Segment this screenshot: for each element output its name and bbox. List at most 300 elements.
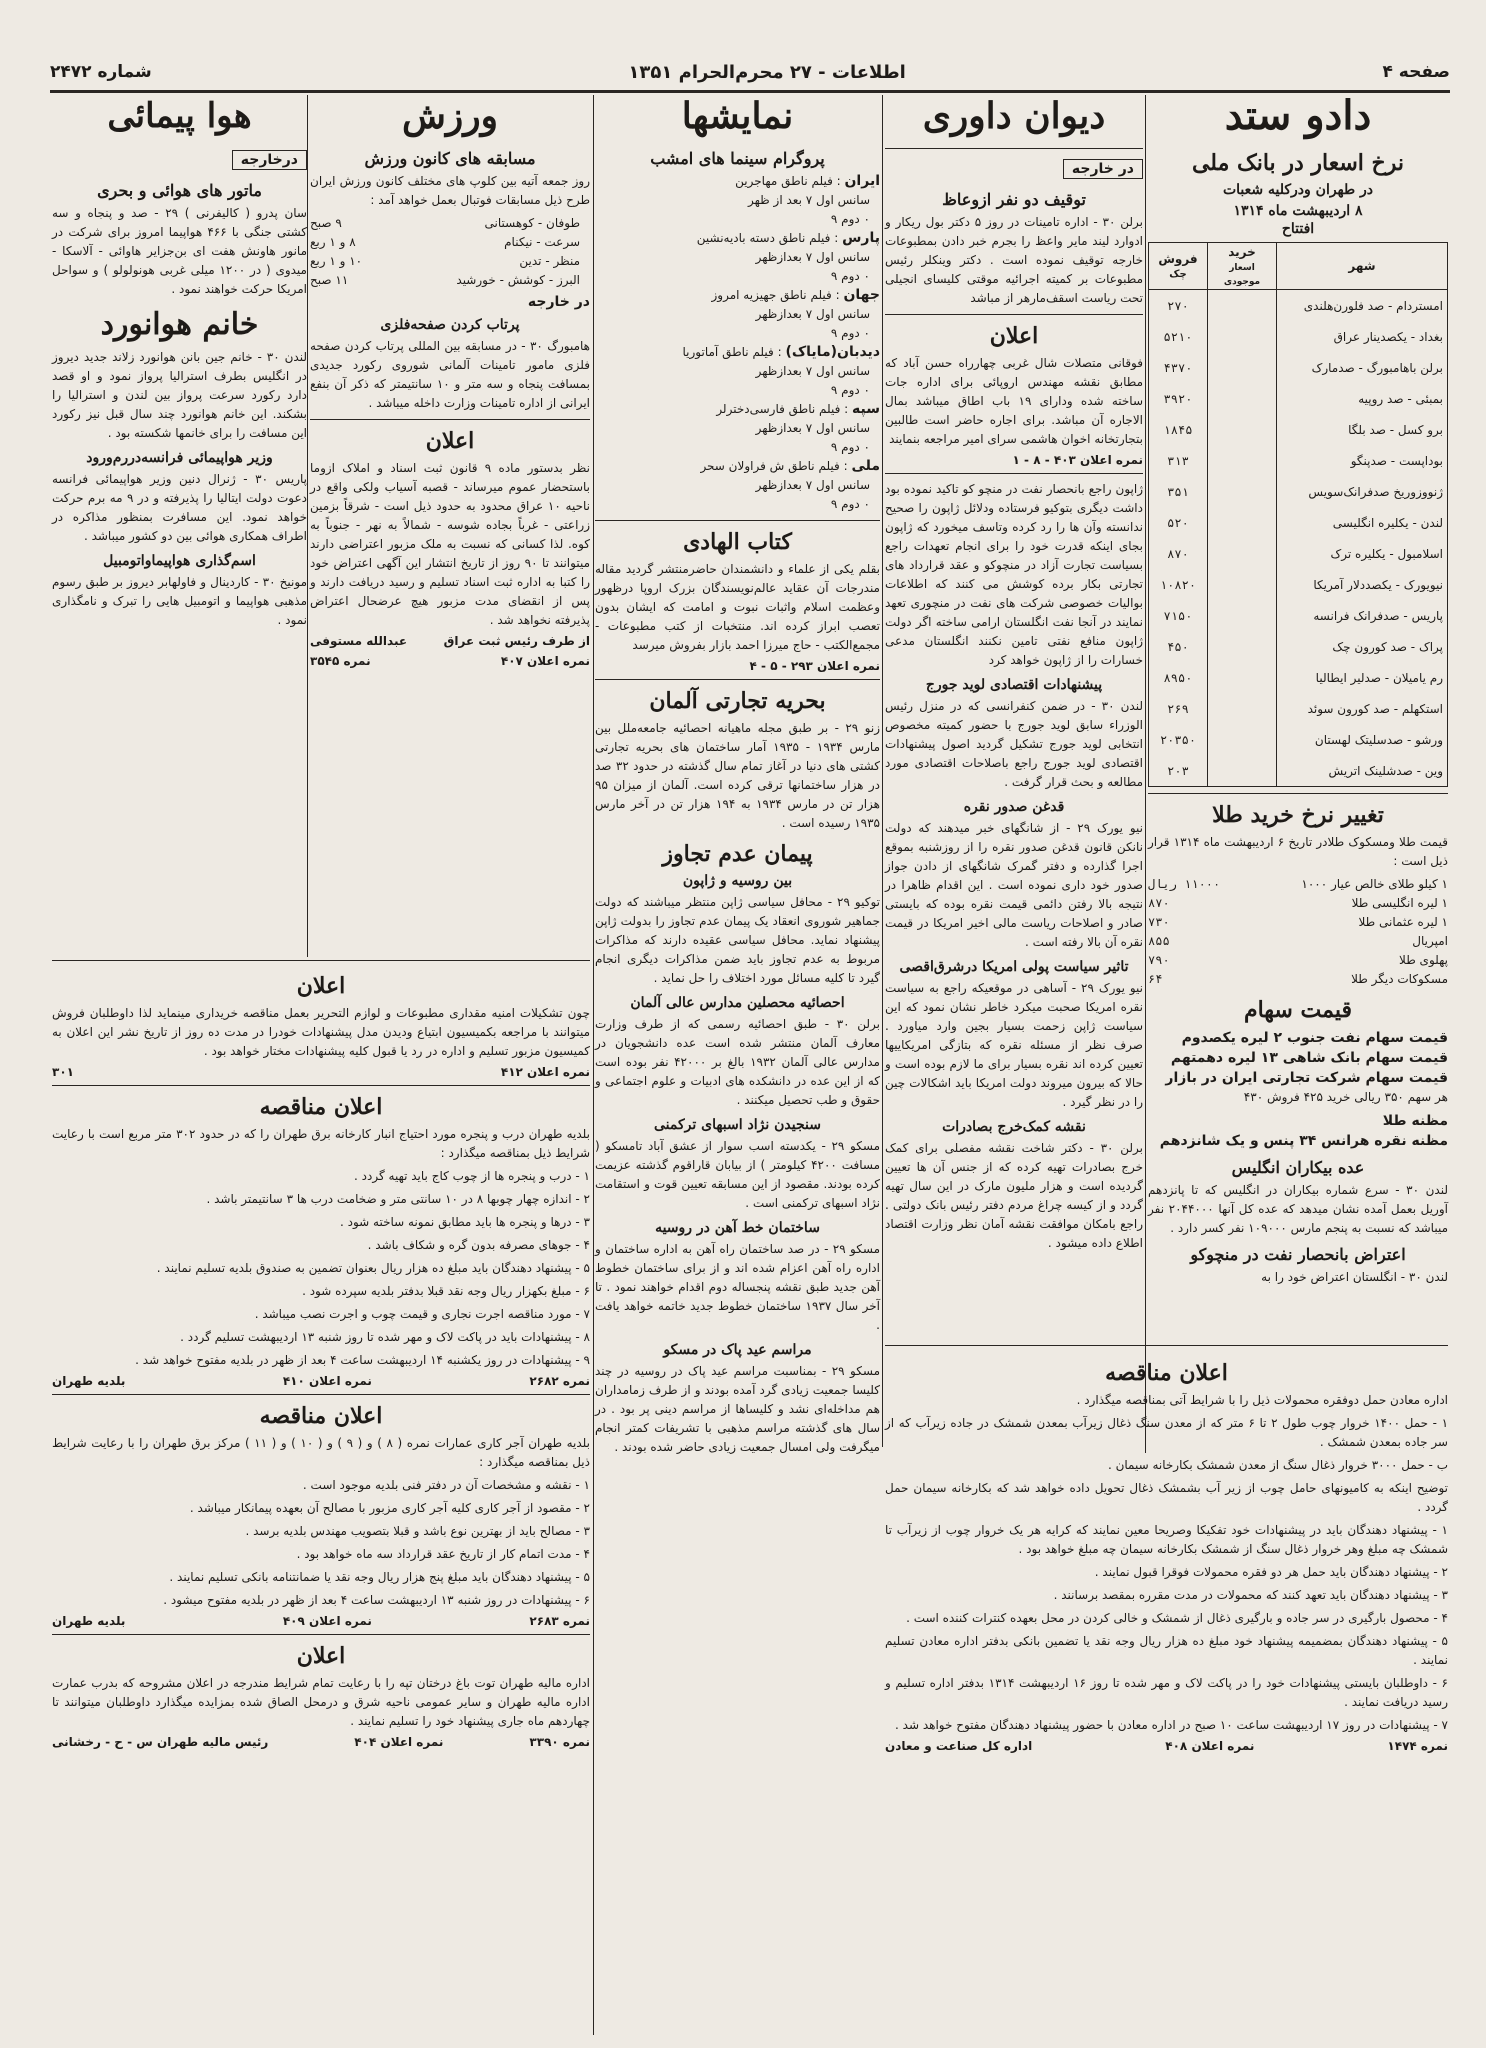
cinema-film: فیلم ناطق مهاجرین (735, 174, 833, 188)
rate-sell: ۲۷۰ (1149, 290, 1208, 322)
tender1-item: ۲ - اندازه چهار چوبها ۸ در ۱۰ سانتی متر و ضخامت درب ها ۳ سانتیمتر باشد . (206, 1192, 590, 1206)
match-row (310, 233, 590, 252)
rates-subheading: در طهران ودرکلیه شعبات (1222, 182, 1374, 198)
column-rule (593, 95, 594, 2035)
divider (1148, 793, 1448, 794)
header-sell-label: فروش (1158, 252, 1198, 266)
rate-sell: ۵۲۰ (1149, 507, 1208, 538)
rate-buy (1208, 693, 1277, 724)
cinema-name: ایران (844, 173, 880, 189)
rate-sell: ۲۰۳ (1149, 755, 1208, 787)
cinema-entry (595, 286, 880, 343)
tender1-signature (52, 1374, 590, 1388)
cinema-entry (595, 343, 880, 400)
rate-buy (1208, 662, 1277, 693)
rate-city: امستردام - صد فلورن‌هلندی (1277, 290, 1448, 322)
mining-tender-item: ۱ - حمل ۱۴۰۰ خروار چوب طول ۲ تا ۶ متر که از معدن سنگ ذغال زیرآب بمعدن شمشک در جاده زیرآب که از سر جاده بمعدن شمشک . (885, 1416, 1449, 1449)
column-shows (595, 88, 880, 1454)
stock-line: قیمت سهام نفت جنوب ۲ لیره یکصدوم (1181, 1030, 1448, 1046)
rate-city: ورشو - صدسلیتک لهستان (1277, 724, 1448, 755)
cinema-film: فیلم ناطق ش فراولان سحر (700, 459, 840, 473)
section-label-abroad: در خارجه (527, 294, 590, 310)
cinema-time: ۰ دوم ۹ (830, 497, 870, 511)
rate-buy (1208, 724, 1277, 755)
column-trade (1148, 88, 1448, 1448)
rate-sell: ۳۵۱ (1149, 476, 1208, 507)
gold-value: ۸۷۰ (1148, 896, 1170, 910)
lloyd-george-heading: پیشنهادات اقتصادی لوید جورج (925, 677, 1103, 693)
book-signature (595, 659, 880, 673)
cinema-sep: : (832, 174, 845, 188)
stock-heading: قیمت سهام (1243, 997, 1353, 1023)
page-number: صفحه ۴ (1382, 62, 1450, 82)
rate-buy (1208, 321, 1277, 352)
mining-tender-items (885, 1414, 1448, 1735)
gold-label: امپریال (1412, 934, 1448, 948)
cinema-line (595, 172, 880, 191)
rate-city: برلن باهامبورگ - صدمارک (1277, 352, 1448, 383)
jobless-body: لندن ۳۰ - سرع شماره بیکاران در انگلیس که تا پانزدهم آوریل بعمل آمده نشان میدهد که عده کل آنها ۲۰۴۴۰۰۰ نفر میباشد که نسبت به پنجم مارس ۱۰۹۰۰۰ نفر کسر دارد . (1148, 1183, 1448, 1235)
stationery-notice-signature (52, 1065, 590, 1079)
finance-notice-signature (52, 1735, 590, 1749)
gold-row (1148, 875, 1448, 894)
rate-city: رم یامیلان - صدلیر ایطالیا (1277, 662, 1448, 693)
cinema-film: فیلم ناطق فارسی‌دخترلر (716, 402, 841, 416)
pact-heading: پیمان عدم تجاوز (662, 841, 813, 867)
cinema-time: سانس اول ۷ بعدازظهر (755, 364, 870, 378)
horses-body: مسکو ۲۹ - یکدسته اسب سوار از عشق آباد تامسکو ( مسافت ۴۲۰۰ کیلومتر ) از بیابان قاراقوم گذشته عزیمت کرده بودند. مقصود از این مسابقه تعیین قوت و استقامت نژاد اسبهای ترکمنی است . (595, 1139, 880, 1210)
match-time: ۱۰ و ۱ ربع (310, 254, 363, 268)
cinema-name: پارس (842, 230, 880, 246)
match-time: ۹ صبح (310, 216, 342, 230)
rate-sell: ۳۱۳ (1149, 445, 1208, 476)
stock-line: قیمت سهام شرکت تجارتی ایران در بازار (1165, 1070, 1448, 1086)
header-buy (1208, 243, 1277, 290)
tender2-item: ۱ - نقشه و مشخصات آن در دفتر فنی بلدیه موجود است . (302, 1478, 590, 1492)
tender2-items (52, 1476, 590, 1610)
navy-heading: بحریه تجارتی آلمان (649, 688, 826, 714)
cinema-name: سپه (852, 401, 880, 417)
cinema-time: ۰ دوم ۹ (830, 440, 870, 454)
cinema-entry (595, 229, 880, 286)
registry-notice-body: نظر بدستور ماده ۹ قانون ثبت اسناد و املاک ازوما باستحضار عموم میرساند - قصبه آسیاب ولکی واقع در ناحیه ۱۰ عراق محدود به حدود ذیل است - شرقاً بزمین زراعتی - غرباً بجاده شوسه - شمالاً به نهر - جنوباً به کوه. لذا کسانی که نسبت به ملک مزبور اعتراضی دارند میتوانند تا ۹۰ روز از تاریخ انتشار این آگهی اعتراض خود را کتبا به اداره ثبت اسناد تسلیم و رسید دریافت دارند و پس از انقضای مدت مزبور هیچ عرضحال اعتراض پذیرفته نخواهد شد . (310, 461, 590, 627)
cinema-film: فیلم ناطق آماتوریا (682, 345, 774, 359)
motor-body: سان پدرو ( کالیفرنی ) ۲۹ - صد و پنجاه و سه کشتی جنگی با ۴۶۶ هواپیما امروز برای شرکت در مانور هاونش هفت ای بن‌جزایر هاوائی - آلاسکا - میدوی ( در ۱۲۰۰ میلی غربی هونولولو ) و سواحل امریکا حرکت خواهند نمود . (52, 206, 307, 296)
us-policy-body: نیو یورک ۲۹ - آساهی در موقعیکه راجع به سیاست نقره امریکا صحبت میکرد خاطر نشان نمود که این سیاست ژاپن زحمت بسیار بجین وارد میاورد . صرف نظر از مسئله نقره که بتازگی امریکاییها تعیین کرده اند نقره بسیار برای ما لازم بوده است و حالا که بیرون میروند دولت امریکا باید اشکالات چین را در نظر گیرد . (885, 981, 1143, 1109)
band-rule (52, 960, 590, 961)
gold-intro: قیمت طلا ومسکوک طلادر تاریخ ۶ اردیبهشت ماه ۱۳۱۴ قرار ذیل است : (1148, 835, 1448, 868)
match-row (310, 214, 590, 233)
tender1-number: نمره ۲۶۸۲ (529, 1374, 590, 1388)
section-title-trade: دادو ستد (1224, 92, 1372, 139)
issue-number: شماره ۲۴۷۲ (50, 62, 152, 82)
tender2-item: ۲ - مقصود از آجر کاری کلیه آجر کاری مزبور با مصالح آن بعهده پیمانکار میباشد . (189, 1501, 590, 1515)
mining-tender-item: توضیح اینکه به کامیونهای حامل چوب از زیر آب بشمشک ذغال تحویل داده خواهد شد که بکارخانه سیمان حمل گردد . (885, 1481, 1448, 1514)
cinema-sep: : (831, 288, 844, 302)
pact-subheading: بین روسیه و ژاپون (682, 873, 793, 889)
rate-sell: ۴۵۰ (1149, 631, 1208, 662)
gold-label: ۱ لیره انگلیسی طلا (1351, 896, 1448, 910)
mining-tender-item: ۱ - پیشنهاد دهندگان باید در پیشنهادات خود تفکیکا وصریحا معین نمایند که کرایه هر یک خروار چوب از زیرآب تا شمشک چه مبلغ وهر خروار ذغال سنگ از شمشک بکارخانه سیمان چه مبلغ خواهد بود . (885, 1523, 1448, 1556)
registry-notice-heading: اعلان (425, 428, 475, 454)
rate-row (1149, 290, 1448, 322)
rate-city: بغداد - یکصدینار عراق (1277, 321, 1448, 352)
tender2-body: بلدیه طهران آجر کاری عمارات نمره ( ۸ ) و ( ۹ ) و ( ۱۰ ) و ( ۱۱ ) مرکز برق طهران را با رعایت شرایط ذیل بمناقصه میگذارد : (52, 1436, 590, 1469)
mining-tender-item: ۴ - محصول بارگیری در سر جاده و بارگیری ذغال از شمشک و خالی کردن در محل بعهده کنترات کننده است . (906, 1611, 1448, 1625)
aviatrix-body: لندن ۳۰ - خانم جین بانن هوانورد زلاند جدید دیروز در انگلیس بطرف استرالیا پرواز نمود و او قصد دارد رکورد سرعت پرواز بین لندن و استرالیا را بشکند. این خانم هوانورد چند سال قبل نیز رکورد این مسافت را برای خانمها شکسته بود . (52, 350, 307, 440)
tender1-item: ۵ - پیشنهاد دهندگان باید مبلغ ده هزار ریال بعنوان تضمین به صندوق بلدیه تسلیم نمایند . (156, 1261, 590, 1275)
rate-row (1149, 476, 1448, 507)
tender1-sign: بلدیه طهران (52, 1374, 126, 1388)
rate-sell: ۷۱۵۰ (1149, 600, 1208, 631)
gold-value: ۷۳۰ (1148, 915, 1170, 929)
cinema-film: فیلم ناطق دسته بادیه‌نشین (696, 231, 831, 245)
tender1-item: ۹ - پیشنهادات در روز یکشنبه ۱۴ اردیبهشت ساعت ۴ بعد از ظهر در بلدیه مفتوح خواهد شد . (135, 1353, 590, 1367)
rate-row (1149, 662, 1448, 693)
rate-city: نیویورک - یکصددلار آمریکا (1277, 569, 1448, 600)
cinema-sep: : (773, 345, 786, 359)
mining-tender-intro: اداره معادن حمل دوفقره محمولات ذیل را با شرایط آتی بمناقصه میگذارد . (1076, 1393, 1448, 1407)
rate-city: اسلامبول - یکلیره ترک (1277, 538, 1448, 569)
divider (52, 1634, 590, 1635)
mining-tender-item: ۳ - پیشنهاد دهندگان باید تعهد کنند که محمولات در مدت مقرره بمقصد برسانند . (1053, 1588, 1448, 1602)
gold-value: ۷۹۰ (1148, 953, 1170, 967)
rate-row (1149, 507, 1448, 538)
match-time: ۸ و ۱ ربع (310, 235, 356, 249)
rate-city: لندن - یکلیره انگلیسی (1277, 507, 1448, 538)
export-aid-body: برلن ۳۰ - دکتر شاخت نقشه مفصلی برای کمک خرج بصادرات تهیه کرده که از جنس آن ها تعیین گردیده است و هزار ملیون مارک در این سال تهیه گردد و از کیسه چراغ مردم دفتر رئیس بانک دولتی . راجع بامکان موافقت نقشه آمان نظر وزارت اقتصاد اطلاع داده میشود . (885, 1141, 1143, 1250)
stationery-notice-number2: ۳۰۱ (52, 1065, 74, 1079)
section-label-abroad: در خارجه (1063, 159, 1143, 179)
divider (885, 148, 1143, 149)
students-body: برلن ۳۰ - طبق احصائیه رسمی که از طرف وزارت معارف آلمان منتشر شده است عده دانشجویان در مدارس عالی آلمان ۱۹۳۲ بالغ بر ۴۲۰۰۰ نفر بوده است که از این عده در دانشکده های ادبیات و علوم اجتماعی و حقوق و طب تحصیل میکنند . (595, 1017, 880, 1107)
tender1-number2: نمره اعلان ۴۱۰ (282, 1374, 372, 1388)
finance-notice-number: نمره ۳۳۹۰ (529, 1735, 590, 1749)
rate-row (1149, 538, 1448, 569)
rate-row (1149, 321, 1448, 352)
tender2-number: نمره ۲۶۸۳ (529, 1614, 590, 1628)
book-heading: کتاب الهادی (683, 529, 792, 555)
header-buy-label: خرید (1228, 245, 1256, 259)
tender1-item: ۷ - مورد مناقصه اجرت نجاری و قیمت چوب و اجرت نصب میباشد . (254, 1307, 590, 1321)
notice-body: فوقانی متصلات شال غربی چهارراه حسن آباد که مطابق نقشه مهندس اروپائی برای اداره جات ساخته شده ودارای ۱۹ باب اطاق میباشد بمال الاجاره آن مباشد. برای اجاره حاضر است طالبین بتجارتخانه اخوان هاشمی سرای امیر مراجعه بنمایند (885, 356, 1144, 446)
header-sell-sub: چک (1169, 269, 1187, 280)
navy-body: زنو ۲۹ - بر طبق مجله ماهیانه احصائیه جامعه‌ملل بین مارس ۱۹۳۴ - ۱۹۳۵ آمار ساختمان های بحریه تجارتی کشتی های دنیا در آغاز تمام سال گذشته در حدود ۳۲ صد در هزار ساختمانها ترقی کرده است. آلمان از میزان ۹۵ هزار تن در مارس ۱۹۳۴ به ۱۹۴ هزار تن در آخر مارس ۱۹۳۵ رسیده است . (595, 721, 880, 830)
tender1-items (52, 1167, 590, 1370)
gold-lump: مظنه طلا (1382, 1113, 1448, 1129)
cinema-time: سانس اول ۷ بعدازظهر (755, 421, 870, 435)
gold-list (1148, 875, 1448, 989)
arrest-body: برلن ۳۰ - اداره تامینات در روز ۵ دکتر بول ریکار و ادوارد لیند مایر واعظ را بجرم خبر دادن بمطبوعات خارجه توقیف نموده است . دکتر وینکلر رئیس مطبوعات بر کمیته اجرائیه موقتی کلیسای انجیلی تحت ریاست اسقف‌مارهر از مباشد (885, 215, 1143, 305)
gold-value: ۶۴ (1148, 972, 1163, 986)
cinema-time: سانس اول ۷ بعد از ظهر (748, 193, 870, 207)
section-title-court: دیوان داوری (922, 95, 1106, 137)
band-rule (885, 1345, 1448, 1346)
cinema-program-heading: پروگرام سینما های امشب (650, 149, 825, 168)
stock-line: قیمت سهام بانک شاهی ۱۳ لیره دهمتهم (1170, 1050, 1448, 1066)
rate-buy (1208, 600, 1277, 631)
finance-notice-body: اداره مالیه طهران توت باغ درختان تپه را با رعایت تمام شرایط مندرجه در اعلان مشروحه که بدرب عمارت اداره مالیه طهران و سایر عمومی ناحیه شرق و درمحل الصاق شده بمزایده میگذارد داوطلبان میتوانند تا چهاردهم ماه جاری پیشنهاد خود را تسلیم نمایند . (52, 1676, 590, 1728)
cinema-name: دیدبان(مایاک) (785, 344, 880, 360)
rate-sell: ۵۲۱۰ (1149, 321, 1208, 352)
rate-buy (1208, 631, 1277, 662)
export-aid-heading: نقشه کمک‌خرج بصادرات (942, 1119, 1086, 1135)
registry-notice-number: نمره اعلان ۴۰۷ (500, 654, 590, 668)
mining-tender-number: نمره ۱۴۷۴ (1387, 1739, 1448, 1753)
cinema-time: سانس اول ۷ بعدازظهر (755, 478, 870, 492)
lloyd-george-body: لندن ۳۰ - در ضمن کنفرانسی که در منزل رئیس الوزراء سابق لوید جورج با حضور کمیته مخصوص انتخابی لوید جورج تشکیل گردید اصول پیشنهادات اقتصادی لوید جورج راجع باصلاحات اقتصادی مورد مطالعه و بحث قرار گرفت . (885, 699, 1143, 789)
gold-row (1148, 970, 1448, 989)
section-label-abroad: درخارجه (232, 150, 307, 170)
minister-heading: وزیر هواپیمائی فرانسه‌در‌رم‌ورود (86, 450, 273, 466)
rate-buy (1208, 569, 1277, 600)
rate-city: بمبئی - صد روپیه (1277, 383, 1448, 414)
horses-heading: سنجیدن نژاد اسبهای ترکمنی (653, 1117, 821, 1133)
gold-label: ۱ کیلو طلای خالص عیار ۱۰۰۰ (1301, 877, 1448, 891)
divider (310, 419, 590, 420)
rate-sell: ۱۰۸۲۰ (1149, 569, 1208, 600)
stationery-notice-body: چون تشکیلات امنیه مقداری مطبوعات و لوازم التحریر بعمل مناقصه خریداری مینماید لذا داوطلبان فروش میتوانند با مراجعه بکمیسیون ابتیاع ودیدن مدل پیشنهادات خودرا در مدت ده روز از تاریخ نشر این اعلان به کمیسیون مزبور تسلیم و اداره در رد یا قبول کلیه پیشنهادات مختار خواهد بود . (52, 1006, 590, 1058)
divider (52, 1085, 590, 1086)
rate-row (1149, 352, 1448, 383)
rate-city: استکهلم - صد کورون سوئد (1277, 693, 1448, 724)
cinema-name: جهان (843, 287, 880, 303)
rate-city: وین - صدشلینک اتریش (1277, 755, 1448, 787)
cinema-line (595, 400, 880, 419)
match-row (310, 271, 590, 290)
rate-city: ژنووزوریخ صدفرانک‌سویس (1277, 476, 1448, 507)
mining-tender-item: ب - حمل ۳۰۰۰ خروار ذغال سنگ از معدن شمشک بکارخانه سیمان . (1107, 1458, 1448, 1472)
cinema-time: ۰ دوم ۹ (830, 212, 870, 226)
discus-body: هامبورگ ۳۰ - در مسابقه بین المللی پرتاب کردن صفحه فلزی مامور تامینات آلمانی شوروی رکورد جدیدی بمسافت پنجاه و سه متر و ۱۰ سانتیمتر که ذکر آن بنفع ایرانی از اداره تامینات وزارت داخله میباشد . (310, 339, 590, 410)
easter-body: مسکو ۲۹ - بمناسبت مراسم عید پاک در روسیه در چند کلیسا جمعیت زیادی گرد آمده بودند و از طرف زمامداران هم مداخله‌ای نشد و کلیساها از مراسم دینی پر بود . در سال های گذشته مراسم مذهبی با تشریفات کمتر انجام میگرفت ولی امسال جمعیت زیادی حاضر شده بودند . (595, 1364, 880, 1454)
gold-value: ۱۱۰۰۰ ریال (1148, 877, 1221, 891)
tender1-item: ۴ - جوهای مصرفه بدون گره و شکاف باشد . (367, 1238, 590, 1252)
competition-body: روز جمعه آتیه بین کلوپ های مختلف کانون ورزش ایران طرح ذیل مسابقات فوتبال بعمل خواهد آمد : (310, 174, 590, 207)
stationery-notice-heading: اعلان (296, 973, 346, 999)
divider (52, 1394, 590, 1395)
column-court (885, 88, 1143, 1440)
rate-row (1149, 724, 1448, 755)
rate-buy (1208, 445, 1277, 476)
competition-heading: مسابقه های کانون ورزش (364, 149, 536, 168)
gold-row (1148, 894, 1448, 913)
mining-tender-item: ۵ - پیشنهاد دهندگان بمضمیمه پیشنهاد خود مبلغ ده هزار ریال وجه نقد یا تضمین بانکی بدفتر اداره معادن تسلیم نمایند . (885, 1634, 1448, 1667)
match-teams: سرعت - نیکنام (504, 235, 580, 249)
tender1-item: ۸ - پیشنهادات باید در پاکت لاک و مهر شده تا روز شنبه ۱۳ اردیبهشت تسلیم گردد . (180, 1330, 590, 1344)
rate-row (1149, 631, 1448, 662)
gold-heading: تغییر نرخ خرید طلا (1212, 802, 1384, 828)
rate-sell: ۸۷۰ (1149, 538, 1208, 569)
match-teams: طوفان - کوهستانی (484, 216, 580, 230)
divider (885, 473, 1143, 474)
rate-row (1149, 693, 1448, 724)
cinema-time: سانس اول ۷ بعدازظهر (755, 250, 870, 264)
jobless-heading: عده بیکاران انگلیس (1231, 1158, 1365, 1177)
us-policy-heading: تاثیر سیاست پولی امریکا درشرق‌اقصی (899, 959, 1129, 975)
finance-notice-heading: اعلان (296, 1643, 346, 1669)
rate-city: بوداپست - صدپنگو (1277, 445, 1448, 476)
gold-label: مسکوکات دیگر طلا (1351, 972, 1448, 986)
finance-notice-sign: رئیس مالیه طهران س - ح - رخشانی (52, 1735, 269, 1749)
gold-label: ۱ لیره عثمانی طلا (1358, 915, 1448, 929)
cinema-line (595, 343, 880, 362)
column-rule (307, 95, 308, 957)
tender2-signature (52, 1614, 590, 1628)
rate-sell: ۴۳۷۰ (1149, 352, 1208, 383)
registry-notice-name: عبدالله مستوفی (310, 634, 408, 648)
mining-tender-item: ۷ - پیشنهادات در روز ۱۷ اردیبهشت ساعت ۱۰ صبح در اداره معادن با حضور پیشنهاد دهندگان مفتوح خواهد شد . (895, 1718, 1448, 1732)
cinema-line (595, 286, 880, 305)
rate-sell: ۲۶۹ (1149, 693, 1208, 724)
header-city: شهر (1277, 243, 1448, 290)
rate-city: پاریس - صدفرانک فرانسه (1277, 600, 1448, 631)
pact-body: توکیو ۲۹ - محافل سیاسی ژاپن منتظر میباشند که دولت جماهیر شوروی انعقاد یک پیمان عدم تجاوز را بدولت ژاپن پیشنهاد نماید. محافل سیاسی عقیده دارند که مذاکرات مربوط به عدم تجاوز باید ضمن مذاکرات دیگری انجام گیرد تا کلیه مسائل مورد اختلاف را حل نماید . (595, 895, 880, 985)
masthead (50, 55, 1450, 89)
cinema-line (595, 229, 880, 248)
tender1-item: ۱ - درب و پنجره ها از چوب کاج باید تهیه گردد . (354, 1169, 590, 1183)
mining-tender-item: ۶ - داوطلبان بایستی پیشنهادات خود را در پاکت لاک و مهر شده تا روز ۱۶ اردیبهشت ۱۳۱۴ بدفتر اداره تسلیم و رسید دریافت نمایند . (885, 1676, 1448, 1709)
motor-heading: ماتور های هوائی و بحری (97, 181, 262, 200)
registry-notice-number2: نمره ۳۵۴۵ (310, 654, 371, 668)
cinema-line (595, 457, 880, 476)
rate-row (1149, 600, 1448, 631)
minister-body: پاریس ۳۰ - ژنرال دنین وزیر هواپیمائی فرانسه دعوت دولت ایتالیا را پذیرفته و در ۹ مه برم حرکت خواهد نمود. این مسافرت بمنظور مذاکره در اطراف همکاری هوائی بین دو کشور میباشد . (52, 472, 307, 543)
discus-heading: پرتاب کردن صفحه‌فلزی (380, 317, 520, 333)
naming-body: مونیخ ۳۰ - کاردینال و فاولهابر دیروز بر طبق رسوم مذهبی هواپیما و اتومبیل هایی را تبرک و نامگذاری نمود . (52, 575, 307, 627)
book-body: بقلم یکی از علماء و دانشمندان حاضرمنتشر گردید مقاله مندرجات آن عقاید عالم‌نویسندگان بزرک اروپا درظهور وعظمت اسلام واثبات نبوت و امامت که ایشان بدون تعصب ابراز کرده اند. منتخبات از کتب مطبوعات - مجمع‌الکتب - حاج میرزا احمد بازار بفروش میرسد (595, 562, 880, 652)
registry-notice-signature (310, 634, 590, 648)
naming-heading: اسم‌گذاری هواپیماواتومبیل (103, 553, 256, 569)
cinema-time: ۰ دوم ۹ (830, 326, 870, 340)
silver-price: مظنه نقره هرانس ۳۴ پنس و یک شانزدهم (1159, 1133, 1448, 1149)
rate-city: برو کسل - صد بلگا (1277, 414, 1448, 445)
header-buy-sub: اسعار موجودی (1223, 263, 1261, 287)
masthead-date: اطلاعات - ۲۷ محرم‌الحرام ۱۳۵۱ (628, 61, 906, 83)
rate-buy (1208, 755, 1277, 787)
rate-buy (1208, 383, 1277, 414)
gold-row (1148, 913, 1448, 932)
manchukuo-oil-body: لندن ۳۰ - انگلستان اعتراض خود را به (1261, 1270, 1448, 1284)
cinema-sep: : (840, 402, 853, 416)
gold-row (1148, 951, 1448, 970)
rate-row (1149, 569, 1448, 600)
mining-tender-sign: اداره کل صناعت و معادن (885, 1739, 1033, 1753)
cinema-entry (595, 457, 880, 514)
cinema-sep: : (839, 459, 852, 473)
tender1-item: ۶ - مبلغ بکهزار ریال وجه نقد قبلا بدفتر بلدیه سپرده شود . (302, 1284, 590, 1298)
mining-tender-number2: نمره اعلان ۴۰۸ (1165, 1739, 1255, 1753)
rate-buy (1208, 414, 1277, 445)
manchukuo-oil-heading: اعتراض بانحصار نفت در منچوکو (1190, 1245, 1406, 1264)
divider (595, 520, 880, 521)
rate-buy (1208, 476, 1277, 507)
rate-sell: ۲۰۳۵۰ (1149, 724, 1208, 755)
notice-number: نمره اعلان ۴۰۳ - ۸ - ۱ (1012, 453, 1143, 467)
rate-row (1149, 755, 1448, 787)
rate-city: پراک - صد کورون چک (1277, 631, 1448, 662)
match-time: ۱۱ صبح (310, 273, 349, 287)
divider (885, 314, 1143, 315)
rate-buy (1208, 507, 1277, 538)
tender1-heading: اعلان مناقصه (259, 1094, 383, 1120)
tender2-item: ۵ - پیشنهاد دهندگان باید مبلغ پنج هزار ریال وجه نقد یا ضمانتنامه بانکی تسلیم نمایند . (169, 1570, 590, 1584)
rate-sell: ۳۹۲۰ (1149, 383, 1208, 414)
tender2-item: ۶ - پیشنهادات در روز شنبه ۱۳ اردیبهشت ساعت ۴ بعد از ظهر در بلدیه مفتوح میشود . (163, 1593, 590, 1607)
rates-date: ۸ اردیبهشت ماه ۱۳۱۴ (1233, 203, 1363, 219)
easter-heading: مراسم عید پاک در مسکو (663, 1342, 812, 1358)
column-rule (1145, 95, 1146, 1453)
match-teams: البرز - کوشش - خورشید (456, 273, 580, 287)
cinema-list (595, 172, 880, 514)
book-number: نمره اعلان ۲۹۳ - ۵ - ۴ (749, 659, 880, 673)
column-sport (310, 88, 590, 958)
bottom-notices (52, 965, 590, 2045)
rate-sell: ۱۸۴۵ (1149, 414, 1208, 445)
mining-tender (885, 1352, 1448, 2042)
mining-tender-item: ۲ - پیشنهاد دهندگان باید حمل هر دو فقره محمولات فوقرا قبول نمایند . (1094, 1565, 1448, 1579)
cinema-sep: : (830, 231, 843, 245)
match-list (310, 214, 590, 290)
tender2-number2: نمره اعلان ۴۰۹ (282, 1614, 372, 1628)
rates-heading: نرخ اسعار در بانک ملی (1191, 150, 1405, 176)
match-row (310, 252, 590, 271)
silver-ban-heading: قدغن صدور نقره (963, 799, 1065, 815)
rate-buy (1208, 538, 1277, 569)
cinema-time: ۰ دوم ۹ (830, 269, 870, 283)
stock-note: هر سهم ۳۵۰ ریالی خرید ۴۲۵ فروش ۴۳۰ (1243, 1090, 1448, 1104)
rate-buy (1208, 290, 1277, 322)
arrest-heading: توقیف دو نفر ازوعاظ (942, 190, 1086, 209)
column-rule (882, 95, 883, 1447)
silver-ban-body: نیو یورک ۲۹ - از شانگهای خبر میدهند که دولت نانکن قانون قدغن صدور نقره را از روزشنبه بموقع اجرا گذارده و دفتر گمرک شانگهای از دادن جواز صدور خود داری نموده است . این اقدام ظاهرا در نتیجه بالا رفتن دائمی قیمت نقره بوده که بایستی صادر و اصلاحات ریاست مالی اخیر امریکا در قیمت نقره آن بالا رفته است . (885, 821, 1143, 949)
railway-body: مسکو ۲۹ - در صد ساختمان راه آهن به اداره ساختمان و اداره راه آهن اعزام شده اند و از برای ساختمان خطوط آهن جدید طبق نقشه پنجساله دوم اقدام خواهند نمود . تا آخر سال ۱۹۳۷ ساختمان خطوط جدید خاتمه خواهد یافت . (595, 1242, 880, 1332)
tender2-heading: اعلان مناقصه (259, 1403, 383, 1429)
aviatrix-heading: خانم هوانورد (100, 307, 259, 342)
cinema-time: ۰ دوم ۹ (830, 383, 870, 397)
rates-open: افتتاح (1281, 221, 1315, 237)
exchange-rate-table (1148, 242, 1448, 787)
tender1-item: ۳ - درها و پنجره ها باید مطابق نمونه ساخته شود . (339, 1215, 590, 1229)
oil-continued-body: ژاپون راجع بانحصار نفت در منچو کو تاکید نموده بود داشت دیگری بتوکیو فرستاده ودلائل ژاپون را صحیح ندانسته وآن ها را رد کرده وتاسف میخورد که ژاپون بجای اینکه قدرت خود را برای انجام تعهدات راجع بسیاست تجارت آزاد در منچوکو و عقد قرارداد های تجارتی بکار برده کوشش می کنند که اطلاعات بوالیات خصوصی شرکت های نفت در منچوری تعهد نمایند در آنجا نفت انگلستان ارامی ساخته اگر دولت ژاپون منافع نفتی تامین نکنند انگلستان مدعی خسارات را از ژاپون خواهد کرد (885, 482, 1143, 667)
mining-tender-signature (885, 1739, 1448, 1753)
cinema-name: ملی (851, 458, 880, 474)
rate-row (1149, 445, 1448, 476)
divider (595, 679, 880, 680)
notice-heading: اعلان (989, 323, 1039, 349)
registry-notice-sign: از طرف رئیس ثبت عراق (443, 634, 590, 648)
section-title-sport: ورزش (401, 95, 499, 137)
rate-sell: ۸۹۵۰ (1149, 662, 1208, 693)
students-heading: احصائیه محصلین مدارس عالی آلمان (630, 995, 845, 1011)
header-sell (1149, 243, 1208, 290)
tender2-sign: بلدیه طهران (52, 1614, 126, 1628)
finance-notice-number2: نمره اعلان ۴۰۴ (354, 1735, 444, 1749)
tender1-body: بلدیه طهران درب و پنجره مورد احتیاج انبار کارخانه برق طهران را که در حدود ۳۰۲ متر مربع است با رعایت شرایط ذیل بمناقصه میگذارد : (52, 1127, 590, 1160)
gold-value: ۸۵۵ (1148, 934, 1170, 948)
gold-label: پهلوی طلا (1399, 953, 1448, 967)
tender2-item: ۳ - مصالح باید از بهترین نوع باشد و قبلا بتصویب مهندس بلدیه برسد . (245, 1524, 590, 1538)
tender2-item: ۴ - مدت اتمام کار از تاریخ عقد قرارداد سه ماه خواهد بود . (296, 1547, 590, 1561)
stationery-notice-number: نمره اعلان ۴۱۲ (500, 1065, 590, 1079)
cinema-time: سانس اول ۷ بعدازظهر (755, 307, 870, 321)
railway-heading: ساختمان خط آهن در روسیه (655, 1220, 820, 1236)
rate-row (1149, 383, 1448, 414)
rate-row (1149, 414, 1448, 445)
notice-signature (885, 453, 1143, 467)
column-aviation (52, 88, 307, 958)
section-title-aviation: هوا پیمائی (107, 96, 252, 136)
